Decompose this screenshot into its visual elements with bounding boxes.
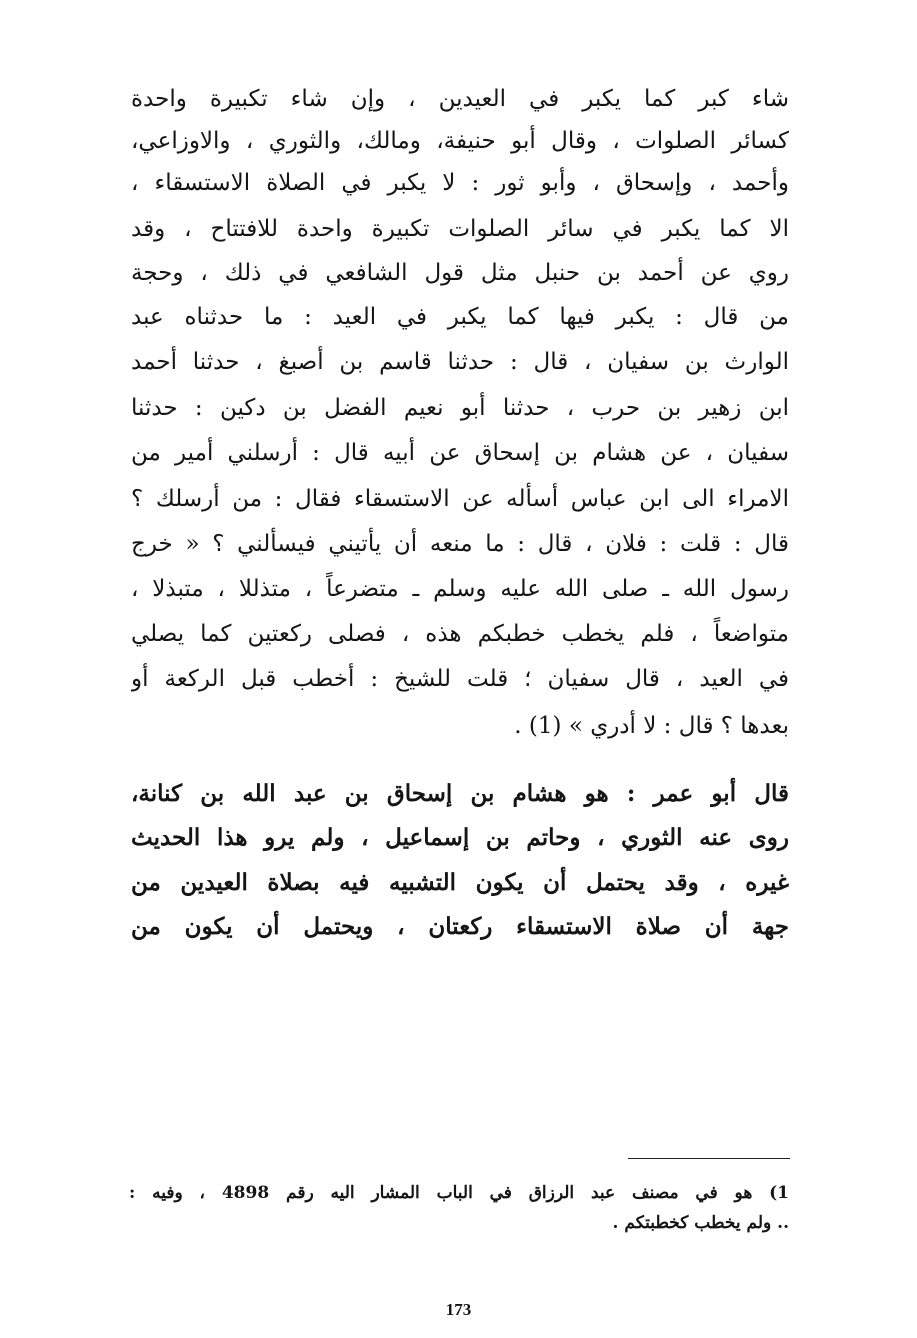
- text-line: جهة أن صلاة الاستسقاء ركعتان ، ويحتمل أن يكون من: [131, 913, 789, 940]
- text-line: سفيان ، عن هشام بن إسحاق عن أبيه قال : أرسلني أمير من: [131, 440, 789, 466]
- text-line: ابن زهير بن حرب ، حدثنا أبو نعيم الفضل بن دكين : حدثنا: [131, 395, 789, 421]
- text-line: الوارث بن سفيان ، قال : حدثنا قاسم بن أصبغ ، حدثنا أحمد: [131, 349, 789, 375]
- text-line: في العيد ، قال سفيان ؛ قلت للشيخ : أخطب قبل الركعة أو: [131, 666, 789, 692]
- text-line: شاء كبر كما يكبر في العيدين ، وإن شاء تكبيرة واحدة: [131, 86, 789, 112]
- page-number: 173: [445, 1300, 472, 1319]
- text-line: رسول الله ـ صلى الله عليه وسلم ـ متضرعاً ، متذللا ، متبذلا ،: [131, 576, 789, 602]
- text-line: قال أبو عمر : هو هشام بن إسحاق بن عبد الله بن كنانة،: [131, 780, 789, 807]
- footnote-divider: [628, 1158, 790, 1159]
- text-line: كسائر الصلوات ، وقال أبو حنيفة، ومالك، والثوري ، والاوزاعي،: [131, 128, 789, 154]
- text-line: روى عنه الثوري ، وحاتم بن إسماعيل ، ولم يرو هذا الحديث: [131, 824, 789, 851]
- text-line: روي عن أحمد بن حنبل مثل قول الشافعي في ذلك ، وحجة: [131, 260, 789, 286]
- footnote-line: .. ولم يخطب كخطبتكم .: [612, 1213, 789, 1233]
- text-line: متواضعاً ، فلم يخطب خطبكم هذه ، فصلى ركعتين كما يصلي: [131, 621, 789, 647]
- footnote-line: 1) هو في مصنف عبد الرزاق في الباب المشار اليه رقم 4898 ، وفيه :: [129, 1183, 789, 1203]
- text-line: غيره ، وقد يحتمل أن يكون التشبيه فيه بصلاة العيدين من: [131, 869, 789, 896]
- text-line: قال : قلت : فلان ، قال : ما منعه أن يأتيني فيسألني ؟ « خرج: [131, 531, 789, 557]
- text-line: وأحمد ، وإسحاق ، وأبو ثور : لا يكبر في الصلاة الاستسقاء ،: [131, 170, 789, 196]
- text-line: من قال : يكبر فيها كما يكبر في العيد : ما حدثناه عبد: [131, 304, 789, 330]
- text-line: الا كما يكبر في سائر الصلوات تكبيرة واحدة للافتتاح ، وقد: [131, 216, 789, 242]
- text-line: الامراء الى ابن عباس أسأله عن الاستسقاء فقال : من أرسلك ؟: [131, 486, 789, 512]
- text-line: بعدها ؟ قال : لا أدري » (1) .: [514, 713, 789, 739]
